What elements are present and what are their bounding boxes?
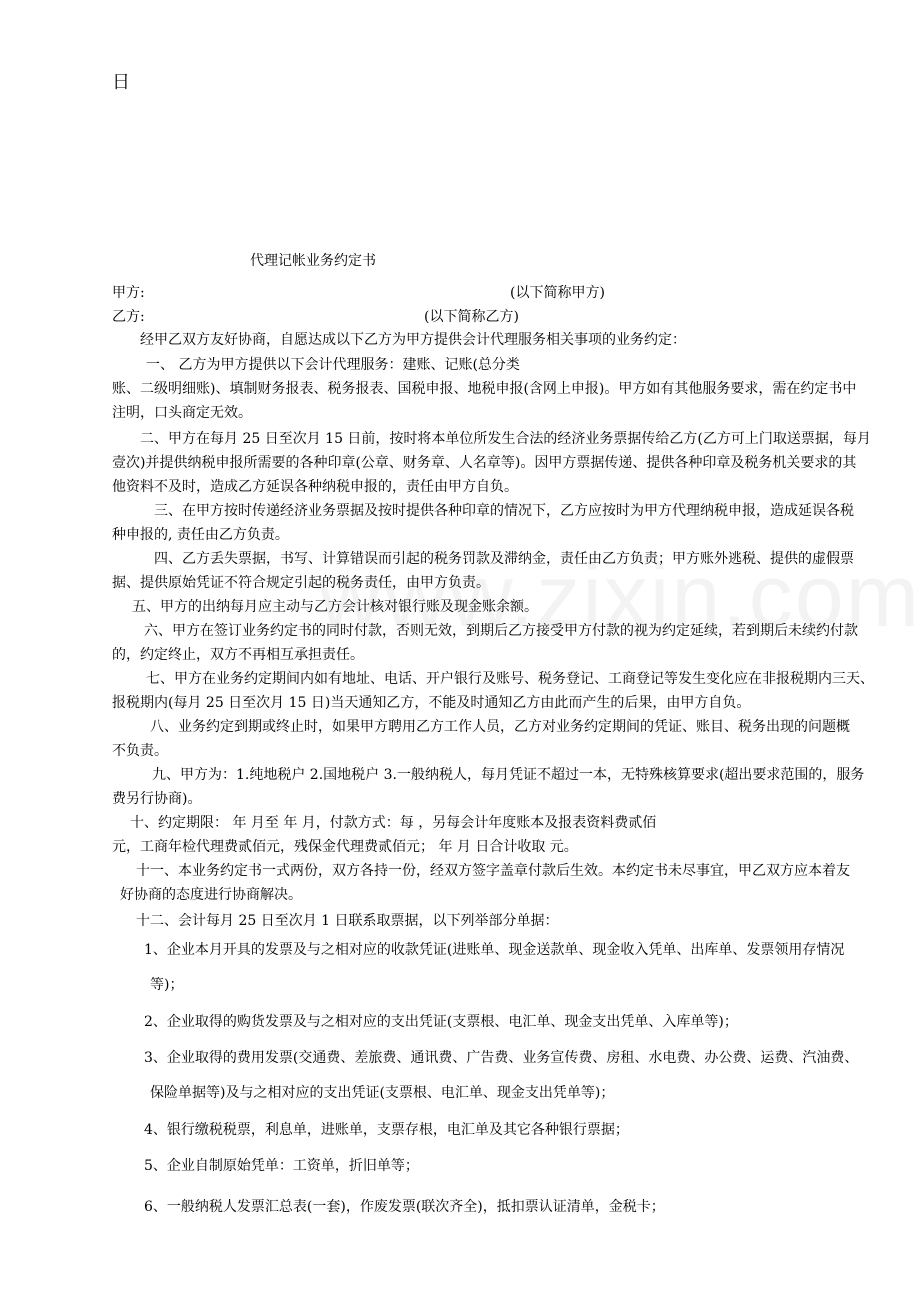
clause-2-line-2: 壹次)并提供纳税申报所需要的各种印章(公章、财务章、人名章等)。因甲方票据传递、提供各种印章及税务机关要求的其 [112, 455, 857, 471]
list-item-6-line-1: 6、一般纳税人发票汇总表(一套)，作废发票(联次齐全)，抵扣票认证清单，金税卡； [144, 1199, 665, 1215]
clause-7-line-1: 七、甲方在业务约定期间内如有地址、电话、开户银行及账号、税务登记、工商登记等发生变化应在非报税期内三天、 [146, 671, 874, 687]
clause-1-line-1: 一、 乙方为甲方提供以下会计代理服务：建账、记账(总分类 [146, 357, 520, 373]
clause-5-line-1: 五、甲方的出纳每月应主动与乙方会计核对银行账及现金账余额。 [132, 599, 538, 615]
clause-11-line-1: 十一、本业务约定书一式两份，双方各持一份，经双方签字盖章付款后生效。本约定书未尽事宜，甲乙双方应本着友 [136, 863, 850, 879]
list-item-2-line-1: 2、企业取得的购货发票及与之相对应的支出凭证(支票根、电汇单、现金支出凭单、入库单等)； [144, 1014, 738, 1030]
list-item-5-line-1: 5、企业自制原始凭单：工资单，折旧单等； [144, 1158, 419, 1174]
clause-11-line-2: 好协商的态度进行协商解决。 [120, 887, 302, 903]
clause-8-line-1: 八、业务约定到期或终止时，如果甲方聘用乙方工作人员，乙方对业务约定期间的凭证、账目、税务出现的问题概 [150, 719, 850, 735]
clause-6-line-1: 六、甲方在签订业务约定书的同时付款，否则无效，到期后乙方接受甲方付款的视为约定延续，若到期后未续约付款 [144, 623, 858, 639]
list-item-3-line-2: 保险单据等)及与之相对应的支出凭证(支票根、电汇单、现金支出凭单等)； [150, 1085, 615, 1101]
clause-8-line-2: 不负责。 [112, 743, 168, 759]
clause-9-line-1: 九、甲方为：1.纯地税户 2.国地税户 3.一般纳税人，每月凭证不超过一本，无特殊核算要求(超出要求范围的，服务 [152, 767, 865, 783]
clause-4-line-2: 据、提供原始凭证不符合规定引起的税务责任，由甲方负责。 [112, 575, 490, 591]
clause-4-line-1: 四、乙方丢失票据，书写、计算错误而引起的税务罚款及滞纳金，责任由乙方负责；甲方账外逃税、提供的虚假票 [154, 551, 854, 567]
clause-6-line-2: 的，约定终止，双方不再相互承担责任。 [112, 647, 364, 663]
document-title: 代理记帐业务约定书 [250, 253, 376, 269]
clause-1-line-2: 账、二级明细账)、填制财务报表、税务报表、国税申报、地税申报(含网上申报)。甲方如有其他服务要求，需在约定书中 [112, 381, 857, 397]
clause-7-line-2: 报税期内(每月 25 日至次月 15 日)当天通知乙方，不能及时通知乙方由此而产生的后果，由甲方自负。 [112, 695, 751, 711]
clause-3-line-2: 种申报的, 责任由乙方负责。 [112, 527, 289, 543]
clause-10-line-1: 十、约定期限： 年 月至 年 月，付款方式：每 ，另每会计年度账本及报表资料费贰佰 [130, 815, 657, 831]
clause-3-line-1: 三、在甲方按时传递经济业务票据及按时提供各种印章的情况下，乙方应按时为甲方代理纳税申报，造成延误各税 [154, 503, 854, 519]
header-char: 日 [112, 72, 130, 93]
clause-9-line-2: 费另行协商)。 [112, 791, 202, 807]
intro-paragraph: 经甲乙双方友好协商，自愿达成以下乙方为甲方提供会计代理服务相关事项的业务约定： [140, 332, 686, 348]
clause-1-line-3: 注明，口头商定无效。 [112, 405, 252, 421]
list-item-4-line-1: 4、银行缴税税票，利息单，进账单，支票存根，电汇单及其它各种银行票据； [144, 1122, 629, 1138]
clause-12-line-1: 十二、会计每月 25 日至次月 1 日联系取票据，以下列举部分单据： [136, 913, 559, 929]
party-b-suffix: (以下简称乙方) [424, 309, 519, 325]
clause-2-line-3: 他资料不及时，造成乙方延误各种纳税申报的，责任由甲方自负。 [112, 479, 518, 495]
clause-10-line-2: 元，工商年检代理费贰佰元，残保金代理费贰佰元； 年 月 日合计收取 元。 [112, 839, 578, 855]
party-b-label: 乙方: [112, 309, 145, 325]
list-item-3-line-1: 3、企业取得的费用发票(交通费、差旅费、通讯费、广告费、业务宣传费、房租、水电费、办公费、运费、汽油费、 [144, 1050, 859, 1066]
party-a-label: 甲方: [112, 285, 145, 301]
list-item-1-line-2: 等)； [150, 977, 184, 993]
list-item-1-line-1: 1、企业本月开具的发票及与之相对应的收款凭证(进账单、现金送款单、现金收入凭单、出库单、发票领用存情况 [144, 942, 845, 958]
party-a-suffix: (以下简称甲方) [510, 285, 605, 301]
clause-2-line-1: 二、甲方在每月 25 日至次月 15 日前，按时将本单位所发生合法的经济业务票据传给乙方(乙方可上门取送票据，每月 [140, 431, 871, 447]
